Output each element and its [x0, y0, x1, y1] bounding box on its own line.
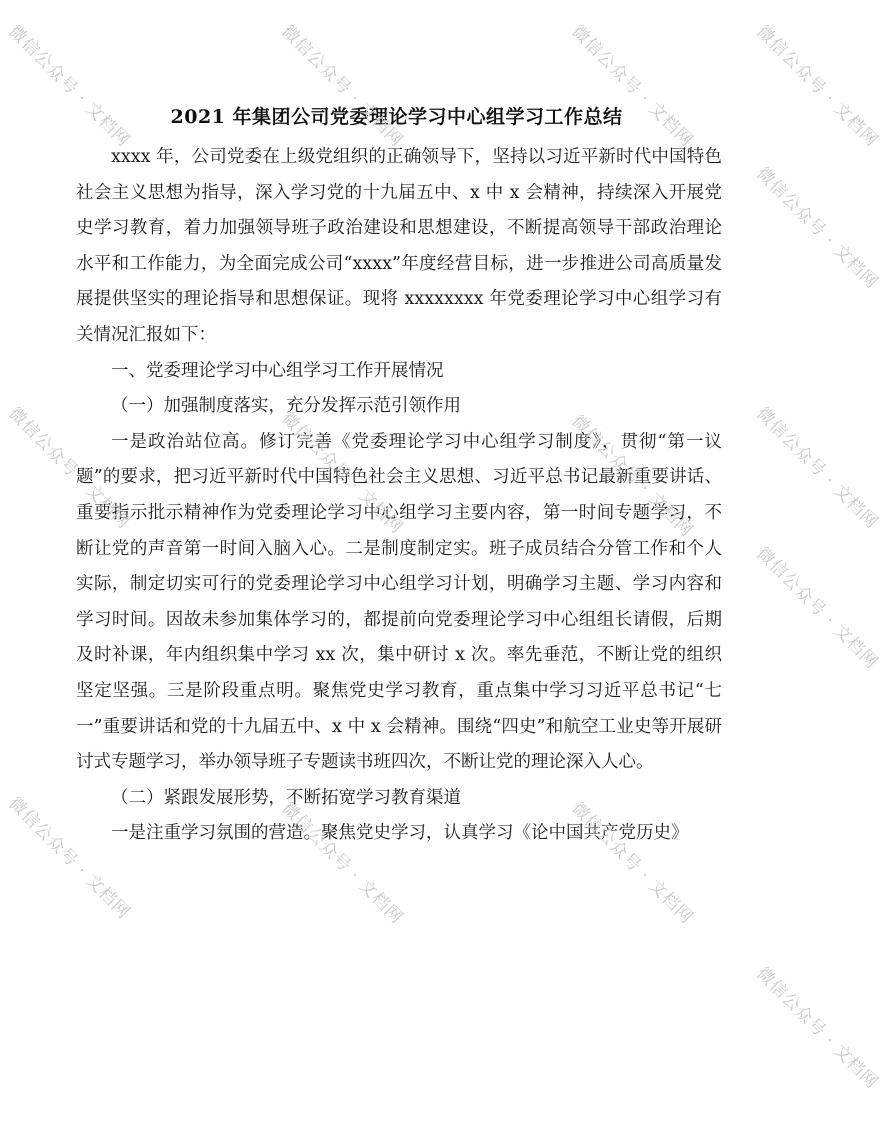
- watermark: 微信公众号 · 文档网: [752, 403, 882, 534]
- watermark: 微信公众号 · 文档网: [277, 408, 407, 539]
- watermark: 微信公众号 · 文档网: [567, 21, 697, 152]
- subsection-heading-2: （二）紧跟发展形势，不断拓宽学习教育渠道: [111, 787, 461, 808]
- document-body: [76, 140, 722, 852]
- watermark: 微信公众号 · 文档网: [4, 793, 134, 924]
- watermark: 微信公众号 · 文档网: [567, 798, 697, 929]
- paragraph-intro: xxxx 年，公司党委在上级党组织的正确领导下，坚持以习近平新时代中国特色社会主义思想为指导，深入学习党的十九届五中、x 中 x 会精神，持续深入开展党史学习教育，着力加强领导班子政治建设和思想建设，不断提高领导干部政治理论水平和工作能力，为全面完成公司“xxxx”年度经营目标，进一步推进公司高质量发展提供坚实的理论指导和思想保证。现将 xxxxxxxx 年党委理论学习中心组学习有关情况汇报如下：: [76, 147, 722, 345]
- watermark: 微信公众号 · 文档网: [277, 798, 407, 929]
- watermark: 微信公众号 · 文档网: [752, 163, 882, 294]
- paragraph-subsection-2: 一是注重学习氛围的营造。聚焦党史学习，认真学习《论中国共产党历史》: [111, 823, 689, 844]
- watermark: 微信公众号 · 文档网: [4, 403, 134, 534]
- watermark: 微信公众号 · 文档网: [752, 963, 882, 1094]
- paragraph-subsection-1: 一是政治站位高。修订完善《党委理论学习中心组学习制度》，贯彻“第一议题”的要求，把习近平新时代中国特色社会主义思想、习近平总书记最新重要讲话、重要指示批示精神作为党委理论学习中心组学习主要内容，第一时间专题学习，不断让党的声音第一时间入脑入心。二是制度制定实。班子成员结合分管工作和个人实际，制定切实可行的党委理论学习中心组学习计划，明确学习主题、学习内容和学习时间。因故未参加集体学习的，都提前向党委理论学习中心组组长请假，后期及时补课，年内组织集中学习 xx 次，集中研讨 x 次。率先垂范，不断让党的组织坚定坚强。三是阶段重点明。聚焦党史学习教育，重点集中学习习近平总书记“七一”重要讲话和党的十九届五中、x 中 x 会精神。围绕“四史”和航空工业史等开展研讨式专题学习，举办领导班子专题读书班四次，不断让党的理论深入人心。: [76, 431, 722, 773]
- watermark: 微信公众号 · 文档网: [4, 21, 134, 152]
- document-title: 2021 年集团公司党委理论学习中心组学习工作总结: [170, 106, 623, 128]
- watermark: 微信公众号 · 文档网: [752, 21, 882, 152]
- watermark: 微信公众号 · 文档网: [752, 543, 882, 674]
- section-heading-1: 一、党委理论学习中心组学习工作开展情况: [111, 360, 444, 381]
- watermark: 微信公众号 · 文档网: [567, 411, 697, 542]
- subsection-heading-1: （一）加强制度落实，充分发挥示范引领作用: [111, 396, 461, 417]
- watermark: 微信公众号 · 文档网: [277, 21, 407, 152]
